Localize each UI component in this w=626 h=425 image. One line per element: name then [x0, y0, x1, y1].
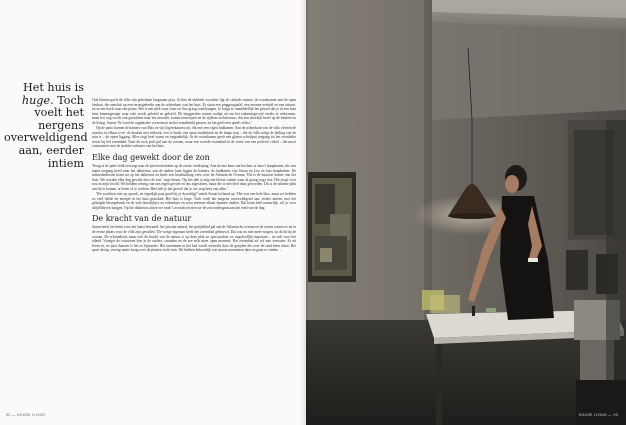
folio-left: 92 — HOUSE LIVING [6, 413, 46, 417]
headline-italic: huge [21, 93, 51, 107]
paragraph: Op de patio komen de kamers van Max en vijf logeerkamers uit, elk met een eigen badkamer. Aan de achterkant van de villa vloeien de ruimtes in elkaar over: de keuken met eethoek, een tv-hoek, een open studiehoek en de lange trap – die de villa welgt de helling van de tuin is – de opzet ligging. Alles oogt heel warm en toegankelijk. In de woonkamer geeft een glazen schuifpui toegang tot het overdekte terras bij het zwembad. Naar de rock pool pal aan de oceaan, maar een tweede zwembad in de vorm van een perfecte cirkel – die mooi contrasteert met de strakke volumes van het huis. [92, 126, 296, 149]
headline-part-1: Het huis is [22, 81, 84, 94]
spread-gutter [300, 0, 308, 425]
left-page [0, 0, 306, 425]
paragraph: Susan heeft het beste voor het laatst bewaard: het piscina natural, het getijdebad pal aan de Atlantische oceaan en de rotsen waarover en in de eerste plaats voor de villa zijn gevallen. 'De vorige eigenaar heeft het zwembad gebouwd. Dat zou nu niet meer mogen, zo dicht bij de oceaan. De schoonheid, maar ook de kracht van de natuur is op deze plek zo spectaculair, zo ongelooflijk imposant – en ook voor het eiland. Vroeger de vuurtoren kon je de surfers, stranden en de zee echt meer open moment. Het zwembad zit vol met zeewater. Er zit leven in, en juist daarom is het zo bijzonder. Het zwemmen in het bad wordt versterkt door de getijden die over de rand heen slaan. Het spuit dertig, veertig meter hoog over de plaaten in de tuin. We hebben behoorlijk wat mooie momenten daar en gaan te vinden → [92, 225, 296, 253]
folio-right: HOUSE LIVING — 93 [578, 413, 618, 417]
paragraph: Terug in de patio leidt een trap naar de privévertrekken op de eerste verdieping. Aan de ene kant van het huis is Jano's slaapkamer, die een eigen toegang heeft naar het dakterras, aan de andere kant liggen de kamers, de badkamer van Susan en Leo en hun slaapkamer. De masterbedroom komt uit op het dakterras en heeft een breathtaking view over de Atlantische Oceaan. 'Dit is de mooiste kamer van het huis. We worden elke dag gewekt door de zon,' zegt Susan. 'Op het dak is nog een kleine ruimte waar ik graag yoga doe. Die zorgt voor rust in mijn hoofd. We hebben weinig van ons eigen gevoel en ons afgesloten, maar die is niet heel duur geworden. Dit is de ultieme plek om bij te komen, te lezen of te werken. Hier heb je het gevoel dat je ver weg bent van alles.' [92, 164, 296, 191]
section-heading: De kracht van de natuur [92, 214, 192, 224]
section-heading: Elke dag gewekt door de zon [92, 153, 210, 163]
paragraph: Ook binnen geeft de villa zijn geheimen langzaam prijs. Achter de dubbele voordeur ligt de centrale ruimte, de woonkamer met de open keuken, die aansluit op een terrasgedeelte aan de achterkant van het huis. Er staan een pingpongtafel, een enorme eettafel en een tuinset, en in een hoek staat een piano. Het is een plek waar Jano en Soo graag rond hangen. Je krijgt er onmiddellijk het gevoel dat je in een huis bent binnengestapt waar echt wordt geleefd en geleefd. De langgerekte ruimte nodigt uit om het vakantiegevoel verder te verkennen, maar het oog wordt ook getrokken naar het zeezicht, kunstvoorwerpen en de tijdloze architectuur, dat een doorkijk heeft op de keuken en de living. Susan: 'Ik vond de organische vorm mooi en het totaalbeeld passen, en het geeft een speels effect.' [92, 98, 296, 125]
article-body [92, 98, 296, 254]
headline-part-2: . Toch voelt het nergens overweldigend aan, eerder intiem [4, 93, 88, 170]
interior-photo [306, 0, 626, 425]
interior-photo-icon [306, 0, 626, 425]
paragraph: 'We wachtten niet op opwek, en eigenlijk past goed bij je doordrijg!' merkt Susan lachend op. 'Het was een hele klus, maar we hebben zo veel liefde en energie in het huis gestoken. Het huis is huge. Toch voelt het nergens overweldigend aan, eerder intiem, met het gelaagde kleurgebruik en de vele doorkijkjes en zithoekjes en waar mensen elkaar kunnen vinden. Dat komt heel natuurlijk, wil je voor altijd blijven hangen. Op het dakterras zitten we vaak 's avonds en zien we de zon ondergaan aan het eind van de dag.' [92, 192, 296, 210]
pull-quote-headline [4, 81, 88, 170]
